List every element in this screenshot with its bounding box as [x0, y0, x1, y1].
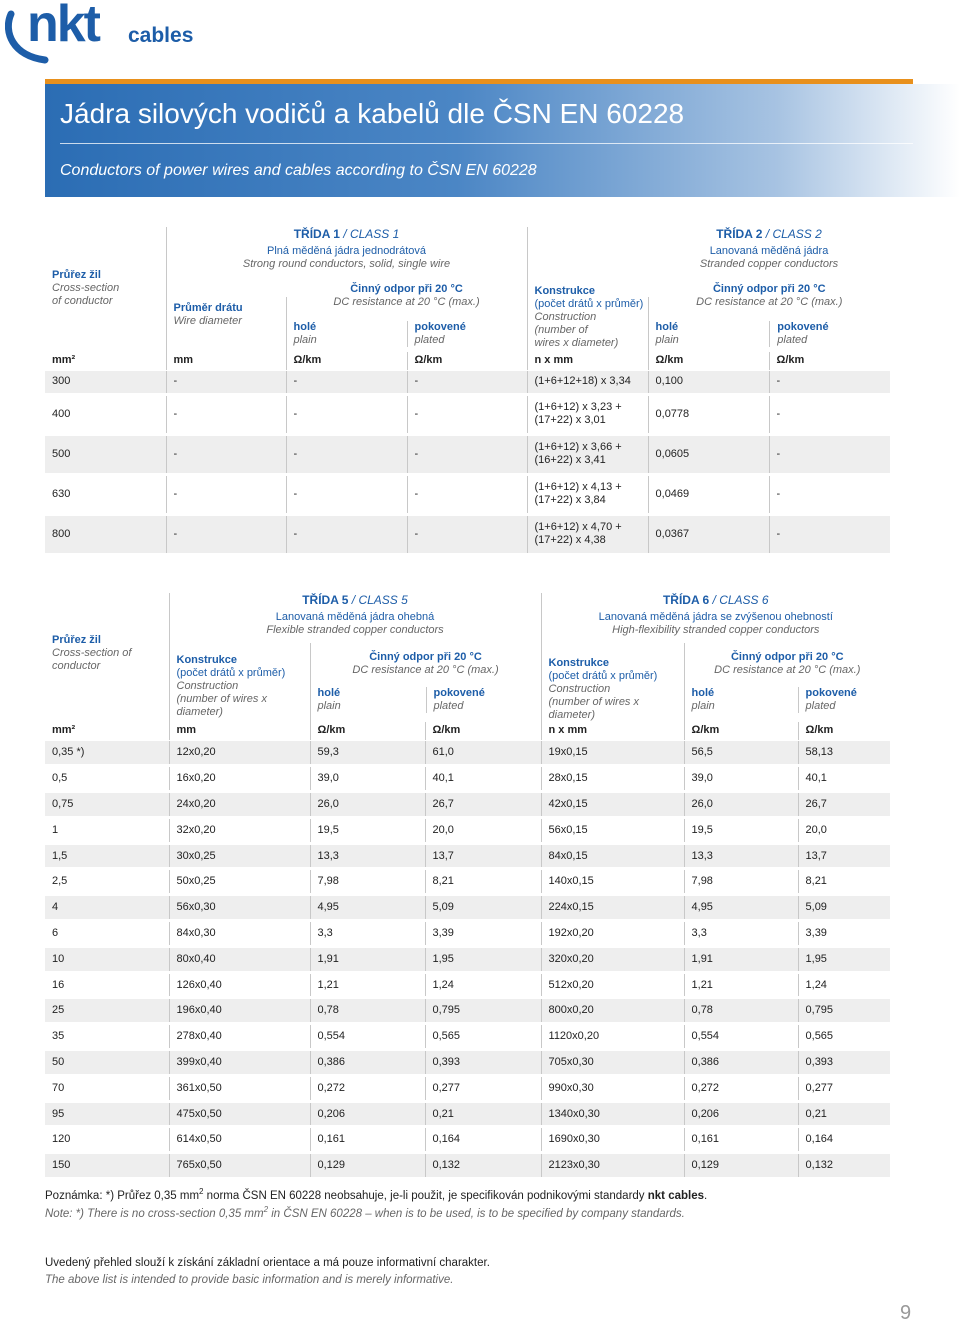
table-row [45, 1075, 890, 1101]
table-cell: 800 [45, 514, 166, 554]
class-6-header: TŘÍDA 6 / CLASS 6 Lanovaná měděná jádra se zvýšenou ohebností High-flexibility stranded copper conductors [541, 593, 890, 643]
table-cell: 7,98 [684, 869, 798, 895]
table-cell: 4,95 [310, 895, 425, 921]
table-cell: 0,21 [798, 1101, 890, 1127]
table-row [45, 946, 890, 972]
wire-diameter-header: Průměr drátu Wire diameter [166, 297, 286, 352]
class-5-construction-header: Konstrukce (počet drátů x průměr) Construction (number of wires x diameter) [169, 643, 310, 722]
table-cell: 4,95 [684, 895, 798, 921]
table-cell: 19,5 [684, 817, 798, 843]
table-cell: 6 [45, 921, 169, 947]
table-cell: 2,5 [45, 869, 169, 895]
table-cell: 0,386 [684, 1050, 798, 1076]
units-row: mm² mm Ω/km Ω/km n x mm Ω/km Ω/km [45, 352, 890, 370]
table-cell: 0,277 [425, 1075, 541, 1101]
table-row [45, 474, 890, 514]
table-cell: 192x0,20 [541, 921, 684, 947]
table-cell: - [286, 394, 407, 434]
table-cell: 361x0,50 [169, 1075, 310, 1101]
table-cell: 0,35 *) [45, 740, 169, 766]
class-5-header: TŘÍDA 5 / CLASS 5 Lanovaná měděná jádra ohebná Flexible stranded copper conductors [169, 593, 541, 643]
table-cell: 16 [45, 972, 169, 998]
table-cell: 13,7 [798, 843, 890, 869]
class-5-resistance-header: Činný odpor při 20 °C DC resistance at 20 °C (max.) holé plain pokovené plated [310, 643, 541, 722]
table-cell: 56x0,30 [169, 895, 310, 921]
table-cell: (1+6+12) x 4,70 + (17+22) x 4,38 [527, 514, 648, 554]
table-cell: - [769, 394, 890, 434]
table-cell: 140x0,15 [541, 869, 684, 895]
table-cell: 20,0 [798, 817, 890, 843]
table-cell: 399x0,40 [169, 1050, 310, 1076]
table-cell: 58,13 [798, 740, 890, 766]
construction-header: Konstrukce (počet drátů x průměr) Construction (number of wires x diameter) [527, 227, 648, 352]
table-row [45, 895, 890, 921]
table-row [45, 394, 890, 434]
table-cell: 56x0,15 [541, 817, 684, 843]
table-cell: 19x0,15 [541, 740, 684, 766]
table-cell: 12x0,20 [169, 740, 310, 766]
table-cell: 39,0 [684, 766, 798, 792]
table-cell: 512x0,20 [541, 972, 684, 998]
table-cell: 61,0 [425, 740, 541, 766]
table-cell: (1+6+12) x 4,13 + (17+22) x 3,84 [527, 474, 648, 514]
table-cell: 26,0 [684, 792, 798, 818]
table-cell: 0,132 [425, 1153, 541, 1179]
table-cell: 3,39 [425, 921, 541, 947]
table-cell: 0,161 [310, 1127, 425, 1153]
table-cell: 0,795 [798, 998, 890, 1024]
table-cell: 0,78 [310, 998, 425, 1024]
table-cell: 42x0,15 [541, 792, 684, 818]
table-cell: 10 [45, 946, 169, 972]
table-cell: 0,272 [310, 1075, 425, 1101]
table-cell: 0,272 [684, 1075, 798, 1101]
table-cell: 3,3 [684, 921, 798, 947]
table-cell: 196x0,40 [169, 998, 310, 1024]
table-cell: 320x0,20 [541, 946, 684, 972]
table-cell: 1690x0,30 [541, 1127, 684, 1153]
table-row [45, 1101, 890, 1127]
table-cell: 630 [45, 474, 166, 514]
table-cell: 95 [45, 1101, 169, 1127]
table-cell: 24x0,20 [169, 792, 310, 818]
table-cell: 400 [45, 394, 166, 434]
table-cell: - [286, 434, 407, 474]
table-cell: 50x0,25 [169, 869, 310, 895]
header-banner [45, 84, 960, 197]
table-cell: - [407, 474, 527, 514]
table-cell: 0,554 [310, 1024, 425, 1050]
table-cell: - [769, 370, 890, 394]
table-cell: - [286, 474, 407, 514]
page-number: 9 [900, 1302, 912, 1324]
table-cell: - [166, 434, 286, 474]
table-cell: 26,7 [425, 792, 541, 818]
table-cell: 28x0,15 [541, 766, 684, 792]
table-cell: 0,393 [798, 1050, 890, 1076]
table-cell: 0,386 [310, 1050, 425, 1076]
table-cell: 13,3 [310, 843, 425, 869]
table-cell: 1,5 [45, 843, 169, 869]
class-6-resistance-header: Činný odpor při 20 °C DC resistance at 20 °C (max.) holé plain pokovené plated [684, 643, 890, 722]
table-cell: 1,95 [798, 946, 890, 972]
table-cell: 500 [45, 434, 166, 474]
table-cell: 26,0 [310, 792, 425, 818]
class-1-header: TŘÍDA 1 / CLASS 1 Plná měděná jádra jednodrátová Strong round conductors, solid, single wire [166, 227, 527, 297]
table-cell: 20,0 [425, 817, 541, 843]
table-cell: 990x0,30 [541, 1075, 684, 1101]
table-cell: 705x0,30 [541, 1050, 684, 1076]
logo-nkt: nkt [27, 0, 99, 53]
table-cell: 1 [45, 817, 169, 843]
table-row [45, 998, 890, 1024]
table-cell: 80x0,40 [169, 946, 310, 972]
table-cell: - [407, 434, 527, 474]
table-row [45, 1024, 890, 1050]
table-class-5-6 [45, 593, 890, 1180]
table-cell: 26,7 [798, 792, 890, 818]
table-cell: 0,78 [684, 998, 798, 1024]
table-cell: 0,277 [798, 1075, 890, 1101]
logo-cables: cables [128, 24, 194, 47]
table-cell: 614x0,50 [169, 1127, 310, 1153]
class-6-construction-header: Konstrukce (počet drátů x průměr) Construction (number of wires x diameter) [541, 643, 684, 722]
table-row [45, 1050, 890, 1076]
table-cell: 56,5 [684, 740, 798, 766]
page-title: Jádra silových vodičů a kabelů dle ČSN EN 60228 [60, 98, 685, 129]
info-en: The above list is intended to provide basic information and is merely informative. [45, 1274, 454, 1286]
table-cell: 3,39 [798, 921, 890, 947]
table-cell: 16x0,20 [169, 766, 310, 792]
table-cell: 5,09 [798, 895, 890, 921]
table-cell: 40,1 [798, 766, 890, 792]
cross-section-header: Průřez žil Cross-section of conductor [52, 269, 120, 307]
table-cell: 126x0,40 [169, 972, 310, 998]
table-row [45, 740, 890, 766]
table-cell: 35 [45, 1024, 169, 1050]
table-cell: 0,554 [684, 1024, 798, 1050]
table-cell: 0,0367 [648, 514, 769, 554]
note-en: Note: *) There is no cross-section 0,35 $mm^2$ in ČSN EN 60228 – when is to be used, is to be specified by company standards. [45, 1205, 685, 1220]
table-cell: 0,0469 [648, 474, 769, 514]
table-cell: 1,21 [310, 972, 425, 998]
table-cell: - [407, 394, 527, 434]
table-cell: 59,3 [310, 740, 425, 766]
table-cell: 30x0,25 [169, 843, 310, 869]
table-cell: 1,21 [684, 972, 798, 998]
table-row [45, 1153, 890, 1179]
table-cell: - [286, 514, 407, 554]
table-row [45, 921, 890, 947]
class-2-header: TŘÍDA 2 / CLASS 2 Lanovaná měděná jádra Stranded copper conductors [699, 227, 839, 270]
table-cell: 8,21 [798, 869, 890, 895]
table-cell: 0,75 [45, 792, 169, 818]
table-cell: 120 [45, 1127, 169, 1153]
table-row [45, 792, 890, 818]
nkt-cables-logo [5, 2, 195, 64]
table-cell: - [769, 514, 890, 554]
table-cell: 0,565 [425, 1024, 541, 1050]
units-row: mm² mm Ω/km Ω/km n x mm Ω/km Ω/km [45, 722, 890, 740]
table-cell: 32x0,20 [169, 817, 310, 843]
table-row [45, 972, 890, 998]
table-cell: - [407, 514, 527, 554]
class-1-resistance-header: Činný odpor při 20 °C DC resistance at 20 °C (max.) holé plain pokovené plated [286, 297, 527, 352]
table-cell: (1+6+12) x 3,66 + (16+22) x 3,41 [527, 434, 648, 474]
table-cell: - [166, 370, 286, 394]
table-cell: 84x0,30 [169, 921, 310, 947]
table-cell: 0,21 [425, 1101, 541, 1127]
class-2-resistance-header: Činný odpor při 20 °C DC resistance at 20 °C (max.) holé plain pokovené plated [648, 297, 890, 352]
cross-section-header-2: Průřez žil Cross-section of conductor [52, 634, 132, 672]
table-cell: 0,565 [798, 1024, 890, 1050]
table-cell: 13,3 [684, 843, 798, 869]
table-row [45, 514, 890, 554]
table-cell: 1,91 [310, 946, 425, 972]
table-cell: 224x0,15 [541, 895, 684, 921]
table-cell: 0,129 [684, 1153, 798, 1179]
page-subtitle: Conductors of power wires and cables according to ČSN EN 60228 [60, 162, 537, 179]
table-row [45, 434, 890, 474]
table-cell: 0,0778 [648, 394, 769, 434]
note-cz: Poznámka: *) Průřez 0,35 $mm^2$ norma ČSN EN 60228 neobsahuje, je-li použit, je specifikován podnikovými standardy nkt cables. [45, 1187, 708, 1202]
table-row [45, 817, 890, 843]
table-cell: 50 [45, 1050, 169, 1076]
table-row [45, 869, 890, 895]
table-cell: - [166, 394, 286, 434]
table-cell: 13,7 [425, 843, 541, 869]
table-cell: 84x0,15 [541, 843, 684, 869]
table-cell: 25 [45, 998, 169, 1024]
table-cell: - [407, 370, 527, 394]
table-cell: 0,129 [310, 1153, 425, 1179]
table-cell: 8,21 [425, 869, 541, 895]
table-cell: 39,0 [310, 766, 425, 792]
table-cell: 0,132 [798, 1153, 890, 1179]
table-cell: - [166, 474, 286, 514]
table-cell: 300 [45, 370, 166, 394]
table-cell: 765x0,50 [169, 1153, 310, 1179]
table-cell: 0,164 [425, 1127, 541, 1153]
table-cell: 0,206 [684, 1101, 798, 1127]
table-cell: 278x0,40 [169, 1024, 310, 1050]
table-cell: 2123x0,30 [541, 1153, 684, 1179]
table-cell: 150 [45, 1153, 169, 1179]
table-row [45, 1127, 890, 1153]
banner-divider [60, 143, 913, 144]
table-row [45, 766, 890, 792]
table-cell: 1,24 [798, 972, 890, 998]
table-cell: 19,5 [310, 817, 425, 843]
table-class-1-2 [45, 227, 890, 556]
table-cell: 1340x0,30 [541, 1101, 684, 1127]
table-cell: 5,09 [425, 895, 541, 921]
table-cell: 40,1 [425, 766, 541, 792]
table-cell: 1,91 [684, 946, 798, 972]
table-cell: - [769, 474, 890, 514]
table-cell: 1,95 [425, 946, 541, 972]
table-cell: (1+6+12+18) x 3,34 [527, 370, 648, 394]
table-cell: - [769, 434, 890, 474]
table-row [45, 843, 890, 869]
table-cell: 70 [45, 1075, 169, 1101]
table-cell: 1120x0,20 [541, 1024, 684, 1050]
table-cell: 800x0,20 [541, 998, 684, 1024]
table-cell: - [286, 370, 407, 394]
table-cell: - [166, 514, 286, 554]
table-cell: (1+6+12) x 3,23 + (17+22) x 3,01 [527, 394, 648, 434]
table-cell: 1,24 [425, 972, 541, 998]
table-cell: 0,100 [648, 370, 769, 394]
table-cell: 7,98 [310, 869, 425, 895]
table-cell: 0,5 [45, 766, 169, 792]
table-cell: 0,393 [425, 1050, 541, 1076]
table-cell: 4 [45, 895, 169, 921]
table-cell: 3,3 [310, 921, 425, 947]
table-cell: 0,161 [684, 1127, 798, 1153]
table-cell: 0,164 [798, 1127, 890, 1153]
table-cell: 0,0605 [648, 434, 769, 474]
table-row [45, 370, 890, 394]
table-cell: 0,206 [310, 1101, 425, 1127]
table-cell: 475x0,50 [169, 1101, 310, 1127]
info-cz: Uvedený přehled slouží k získání základní orientace a má pouze informativní charakter. [45, 1257, 490, 1269]
table-cell: 0,795 [425, 998, 541, 1024]
